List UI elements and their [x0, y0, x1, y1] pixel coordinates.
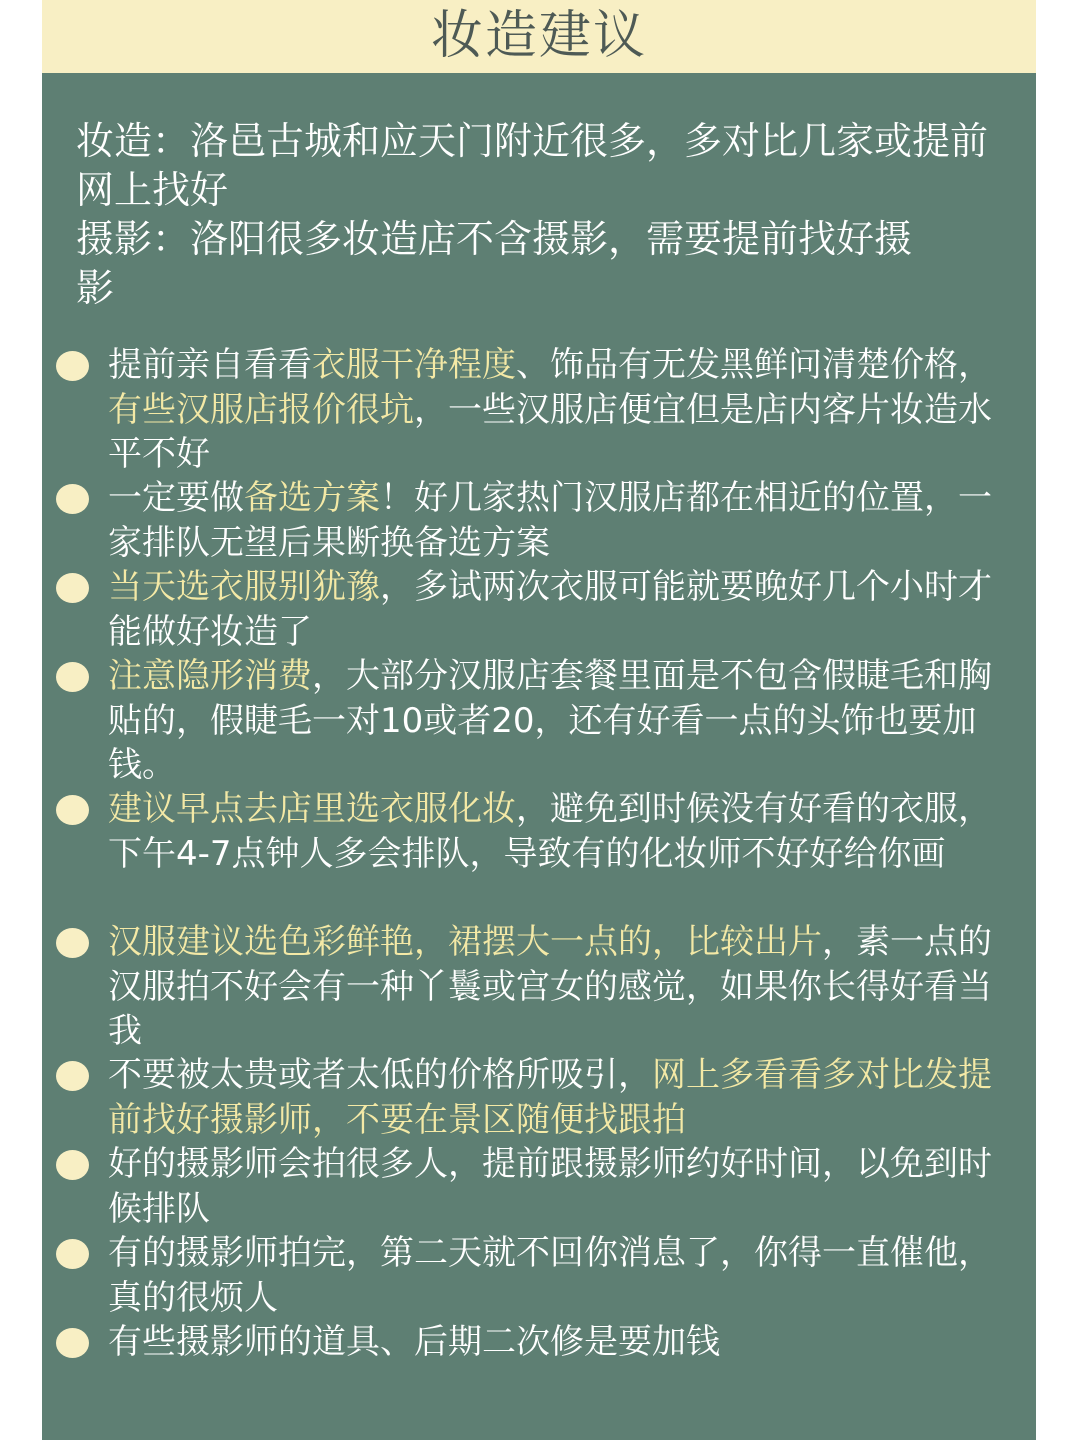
tip-highlight: 当天选衣服别犹豫 — [108, 567, 380, 607]
tip-segment: 有的摄影师拍完，第二天就不回你消息了，你得一直催他，真的很烦人 — [108, 1233, 992, 1318]
tip-segment: 一定要做 — [108, 478, 244, 518]
bullet-dot-icon — [56, 662, 89, 692]
photo-intro-text: 摄影：洛阳很多妆造店不含摄影，需要提前找好摄影 — [76, 217, 913, 310]
tip-item — [42, 343, 1008, 477]
tip-segment: ！好几家热门汉服店都在相近的位置，一家排队无望后果断换备选方案 — [108, 478, 992, 563]
bullet-dot-icon — [56, 1150, 89, 1180]
bullet-dot-icon — [56, 351, 89, 381]
tip-text — [108, 1231, 1008, 1320]
tip-text — [108, 476, 1008, 565]
tip-text — [108, 343, 1008, 477]
tip-segment: ，素一点的汉服拍不好会有一种丫鬟或宫女的感觉，如果你长得好看当我 — [108, 922, 992, 1051]
bullet-dot-icon — [56, 573, 89, 603]
tip-highlight: 汉服建议选色彩鲜艳，裙摆大一点的，比较出片 — [108, 922, 822, 962]
bullet-dot-icon — [56, 928, 89, 958]
tip-text — [108, 1142, 1008, 1231]
tip-highlight: 网上多看看多对比发提前找好摄影师，不要在景区随便找跟拍 — [108, 1055, 992, 1140]
bullet-dot-icon — [56, 1239, 89, 1269]
tip-item — [42, 565, 1008, 654]
tip-highlight: 建议早点去店里选衣服化妆 — [108, 789, 516, 829]
tip-segment: 提前亲自看看 — [108, 345, 312, 385]
tip-segment: 有些摄影师的道具、后期二次修是要加钱 — [108, 1322, 720, 1362]
bullet-dot-icon — [56, 1328, 89, 1358]
tip-segment: 不要被太贵或者太低的价格所吸引， — [108, 1055, 652, 1095]
tip-segment: 、饰品有无发黑鲜问清楚价格， — [516, 345, 992, 385]
makeup-intro-text: 妆造：洛邑古城和应天门附近很多，多对比几家或提前网上找好 — [76, 119, 989, 212]
tip-segment: 好的摄影师会拍很多人，提前跟摄影师约好时间，以免到时候排队 — [108, 1144, 992, 1229]
bullet-dot-icon — [56, 1061, 89, 1091]
tip-item — [42, 920, 1008, 1054]
tip-item — [42, 654, 1008, 788]
tip-item — [42, 1320, 1008, 1365]
tip-item — [42, 476, 1008, 565]
page-title: 妆造建议 — [430, 6, 647, 66]
content-card — [42, 73, 1036, 1440]
tip-segment: ，大部分汉服店套餐里面是不包含假睫毛和胸贴的，假睫毛一对10或者20，还有好看一点的头饰也要加钱。 — [108, 656, 992, 785]
bullet-dot-icon — [56, 484, 89, 514]
tip-segment: ，多试两次衣服可能就要晚好几个小时才能做好妆造了 — [108, 567, 992, 652]
bullet-dot-icon — [56, 795, 89, 825]
tip-text — [108, 654, 1008, 788]
tip-text — [108, 1053, 1008, 1142]
tip-item — [42, 1142, 1008, 1231]
tip-segment: ，一些汉服店便宜但是店内客片妆造水平不好 — [108, 389, 992, 474]
tip-item — [42, 1053, 1008, 1142]
tip-highlight: 备选方案 — [244, 478, 380, 518]
intro-block — [76, 117, 1016, 313]
tip-text — [108, 787, 1008, 876]
tip-highlight: 衣服干净程度 — [312, 345, 516, 385]
tip-text — [108, 565, 1008, 654]
tip-text — [108, 920, 1008, 1054]
header-banner — [42, 0, 1036, 73]
tip-item — [42, 1231, 1008, 1320]
tip-text — [108, 1320, 1008, 1365]
tip-highlight: 注意隐形消费 — [108, 656, 312, 696]
tip-item — [42, 787, 1008, 876]
tip-segment: ，避免到时候没有好看的衣服，下午4-7点钟人多会排队，导致有的化妆师不好好给你画 — [108, 789, 992, 874]
tip-highlight: 有些汉服店报价很坑 — [108, 389, 414, 430]
